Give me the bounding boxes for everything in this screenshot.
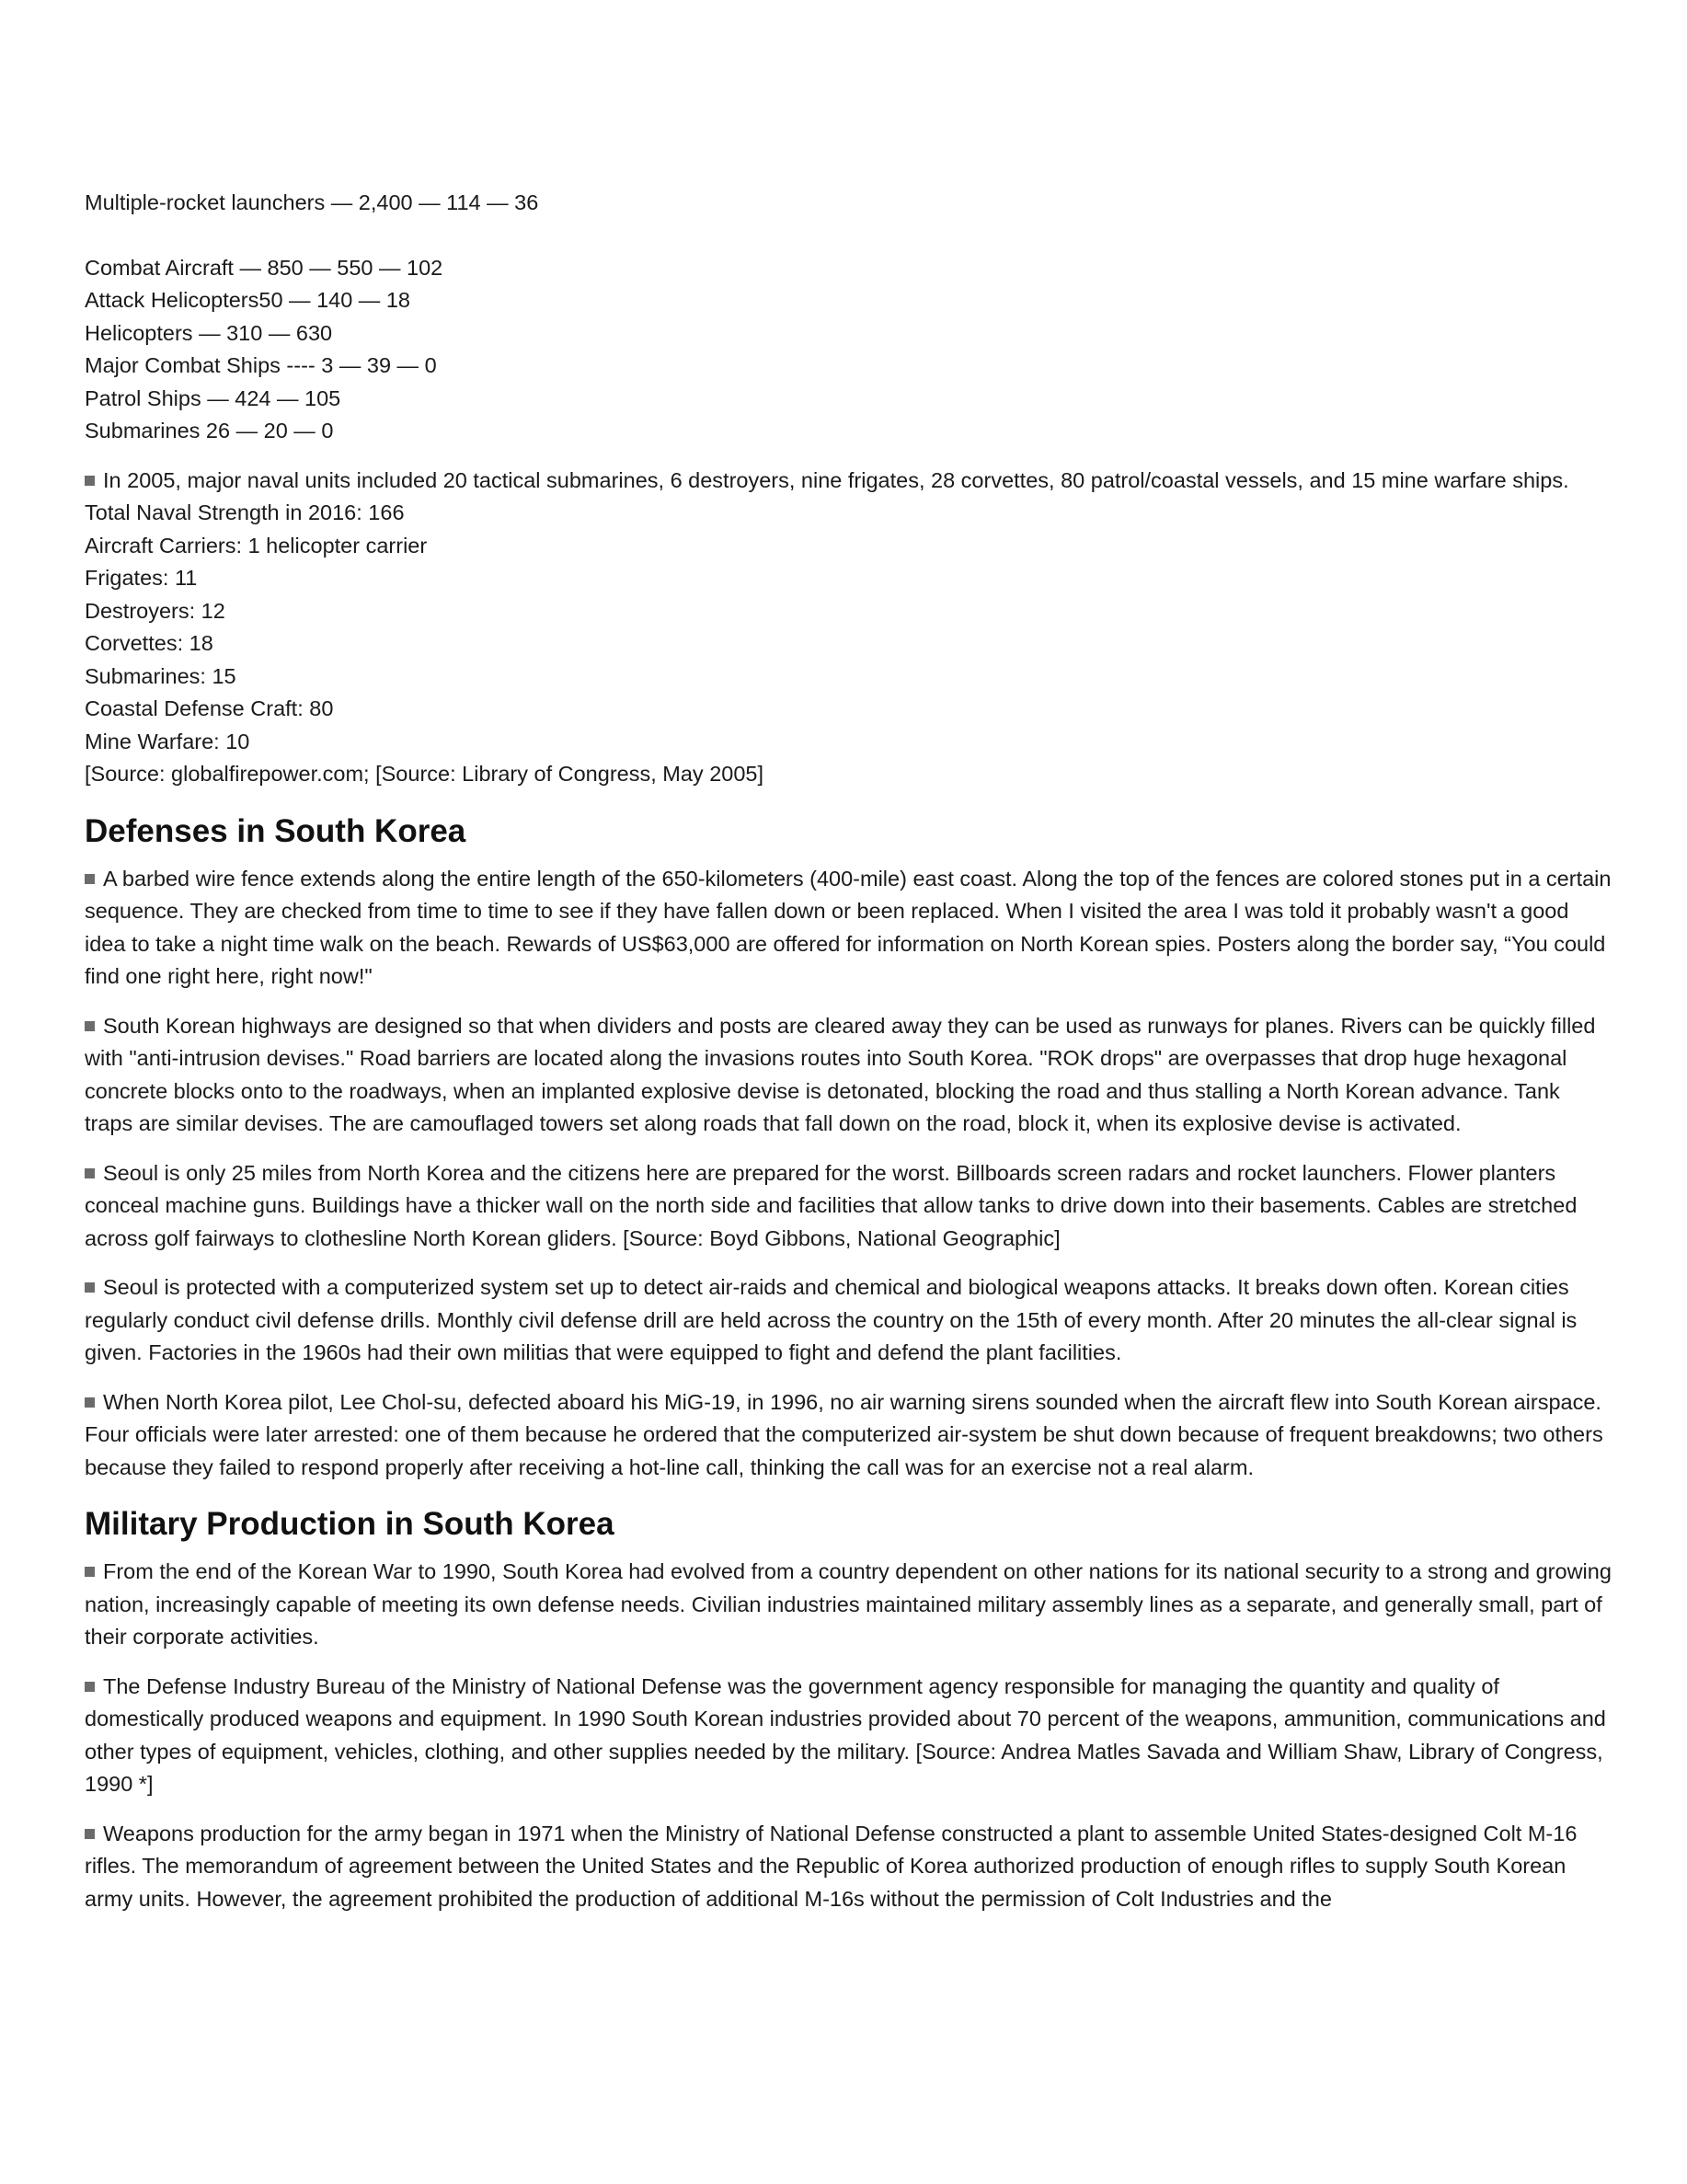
square-bullet-icon	[85, 874, 95, 884]
naval-line: Total Naval Strength in 2016: 166	[85, 500, 405, 524]
stats-line: Major Combat Ships ---- 3 — 39 — 0	[85, 353, 437, 377]
section-heading: Defenses in South Korea	[85, 812, 466, 849]
square-bullet-icon	[85, 1168, 95, 1178]
paragraph	[85, 1157, 1612, 1256]
naval-intro-text: In 2005, major naval units included 20 tactical submarines, 6 destroyers, nine frigates, 28 corvettes, 80 patrol/coastal vessels, and 15 mine warfare ships.	[103, 467, 1569, 492]
paragraph	[85, 1818, 1612, 1916]
naval-line: Destroyers: 12	[85, 598, 225, 623]
stats-line: Multiple-rocket launchers — 2,400 — 114 — 36	[85, 190, 539, 214]
stats-line: Patrol Ships — 424 — 105	[85, 385, 341, 410]
paragraph-text: South Korean highways are designed so that when dividers and posts are cleared away they can be used as runways for planes. Rivers can be quickly filled with "anti-intrusion devises." Road barriers are located along the invasions routes into South Korea. "ROK drops" are overpasses that drop huge hexagonal concrete blocks onto to the roadways, when an implanted explosive devise is detonated, blocking the road and thus stalling a North Korean advance. Tank traps are similar devises. The are camouflaged towers set along roads that fall down on the road, block it, when its explosive devise is activated.	[85, 1013, 1596, 1135]
naval-line: Aircraft Carriers: 1 helicopter carrier	[85, 533, 428, 557]
paragraph	[85, 863, 1612, 994]
square-bullet-icon	[85, 1567, 95, 1577]
naval-line: Corvettes: 18	[85, 631, 213, 655]
paragraph-text: From the end of the Korean War to 1990, South Korea had evolved from a country dependent on other nations for its national security to a strong and growing nation, increasingly capable of meeting its own defense needs. Civilian industries maintained military assembly lines as a separate, and generally small, part of their corporate activities.	[85, 1559, 1612, 1649]
section-heading: Military Production in South Korea	[85, 1506, 614, 1542]
square-bullet-icon	[85, 1682, 95, 1692]
paragraph	[85, 1556, 1612, 1654]
paragraph	[85, 1386, 1612, 1485]
stats-block-a	[85, 187, 1612, 220]
source-citation: [Source: globalfirepower.com; [Source: Library of Congress, May 2005]	[85, 762, 764, 786]
spacer	[85, 220, 1612, 252]
paragraph-text: The Defense Industry Bureau of the Ministry of National Defense was the government agency responsible for managing the quantity and quality of domestically produced weapons and equipment. In 1990 South Korean industries provided about 70 percent of the weapons, ammunition, communications and other types of equipment, vehicles, clothing, and other supplies needed by the military. [Source: Andrea Matles Savada and William Shaw, Library of Congress, 1990 *]	[85, 1673, 1606, 1796]
naval-line: Coastal Defense Craft: 80	[85, 696, 334, 720]
stats-line: Submarines 26 — 20 — 0	[85, 419, 334, 443]
naval-intro-paragraph	[85, 465, 1612, 498]
paragraph-text: Seoul is protected with a computerized system set up to detect air-raids and chemical and biological weapons attacks. It breaks down often. Korean cities regularly conduct civil defense drills. Monthly civil defense drill are held across the country on the 15th of every month. After 20 minutes the all-clear signal is given. Factories in the 1960s had their own militias that were equipped to fight and defend the plant facilities.	[85, 1275, 1578, 1364]
stats-block-b	[85, 252, 1612, 448]
square-bullet-icon	[85, 1282, 95, 1293]
document-page	[85, 187, 1612, 1932]
paragraph-text: A barbed wire fence extends along the entire length of the 650-kilometers (400-mile) east coast. Along the top of the fences are colored stones put in a certain sequence. They are checked from time to time to see if they have fallen down or been replaced. When I visited the area I was told it probably wasn't a good idea to take a night time walk on the beach. Rewards of US$63,000 are offered for information on North Korean spies. Posters along the border say, “You could find one right here, right now!"	[85, 866, 1612, 988]
paragraph-text: Seoul is only 25 miles from North Korea and the citizens here are prepared for the worst. Billboards screen radars and rocket launchers. Flower planters conceal machine guns. Buildings have a thicker wall on the north side and facilities that allow tanks to drive down into their basements. Cables are stretched across golf fairways to clothesline North Korean gliders. [Source: Boyd Gibbons, National Geographic]	[85, 1160, 1578, 1250]
naval-block	[85, 465, 1612, 791]
paragraph-text: When North Korea pilot, Lee Chol-su, defected aboard his MiG-19, in 1996, no air warning sirens sounded when the aircraft flew into South Korean airspace. Four officials were later arrested: one of them because he ordered that the computerized air-system be shut down because of frequent breakdowns; two others because they failed to respond properly after receiving a hot-line call, thinking the call was for an exercise not a real alarm.	[85, 1389, 1603, 1479]
square-bullet-icon	[85, 1397, 95, 1408]
paragraph	[85, 1010, 1612, 1141]
paragraph	[85, 1271, 1612, 1370]
square-bullet-icon	[85, 476, 95, 486]
stats-line: Helicopters — 310 — 630	[85, 320, 333, 345]
square-bullet-icon	[85, 1829, 95, 1839]
square-bullet-icon	[85, 1021, 95, 1031]
paragraph-text: Weapons production for the army began in 1971 when the Ministry of National Defense constructed a plant to assemble United States-designed Colt M-16 rifles. The memorandum of agreement between the United States and the Republic of Korea authorized production of enough rifles to supply South Korean army units. However, the agreement prohibited the production of additional M-16s without the permission of Colt Industries and the	[85, 1821, 1578, 1911]
section-military-production	[85, 1504, 1612, 1915]
naval-line: Mine Warfare: 10	[85, 729, 250, 753]
paragraph	[85, 1671, 1612, 1801]
stats-line: Attack Helicopters50 — 140 — 18	[85, 288, 410, 312]
stats-line: Combat Aircraft — 850 — 550 — 102	[85, 255, 443, 280]
naval-line: Submarines: 15	[85, 663, 236, 688]
naval-line: Frigates: 11	[85, 566, 198, 590]
section-defenses	[85, 811, 1612, 1485]
